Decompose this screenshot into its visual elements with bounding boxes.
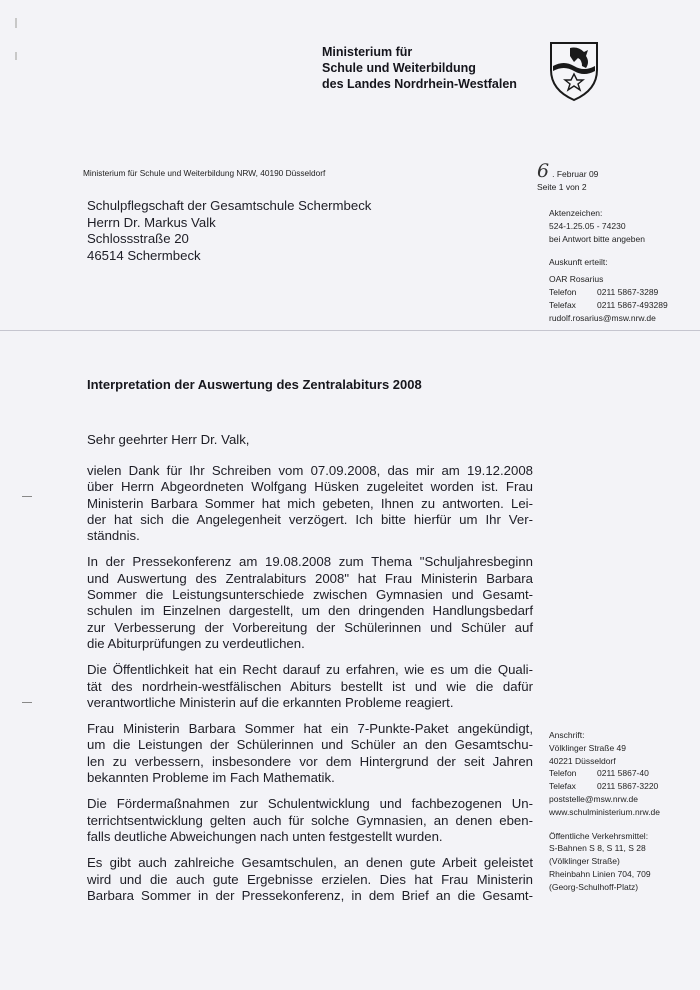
scan-mark — [15, 52, 17, 60]
page-number: Seite 1 von 2 — [537, 182, 587, 192]
reference-value: 524-1.25.05 - 74230 — [549, 220, 626, 231]
nrw-coat-of-arms-icon — [548, 40, 600, 102]
address-street: Völklinger Straße 49 — [549, 742, 627, 753]
handwritten-day: 6 — [537, 160, 550, 182]
body-paragraph — [87, 721, 533, 786]
margin-mark — [22, 496, 32, 497]
body-line: schulen im Einzelnen dargestellt, um den dringenden Handlungsbedarf — [87, 603, 533, 619]
recipient-address — [87, 198, 371, 264]
body-line: Es gibt auch zahlreiche Gesamtschulen, an denen gute Arbeit geleistet — [87, 855, 533, 871]
body-line: bekannten Probleme im Fach Mathematik. — [87, 770, 335, 786]
body-line: die Abiturprüfungen zu verdeutlichen. — [87, 635, 305, 651]
body-line: Die Fördermaßnahmen zur Schulentwicklung und fachbezogenen Un- — [87, 796, 533, 812]
transit-line: (Georg-Schulhoff-Platz) — [549, 881, 639, 892]
body-line: über Herrn Abgeordneten Wolfgang Hüsken zugeleitet worden ist. Frau — [87, 479, 533, 495]
transit-line: Rheinbahn Linien 704, 709 — [549, 868, 651, 879]
body-line: der hat sich die Angelegenheit verzögert. Ich bitte hierfür um Ihr Ver- — [87, 511, 533, 527]
reference-info — [549, 207, 699, 324]
recipient-line: 46514 Schermbeck — [87, 247, 201, 263]
address-fax: Telefax 0211 5867-3220 — [549, 781, 659, 792]
recipient-line: Schlossstraße 20 — [87, 231, 189, 247]
address-city: 40221 Düsseldorf — [549, 755, 616, 766]
body-line: Barbara Sommer in der Pressekonferenz, in dem Brief an die Gesamt- — [87, 887, 533, 903]
address-phone: Telefon 0211 5867-40 — [549, 768, 649, 779]
body-line: zur Verbesserung der Vorbereitung der Schülerinnen und Schüler auf — [87, 619, 533, 635]
reference-note: bei Antwort bitte angeben — [549, 233, 645, 244]
scan-mark — [15, 18, 17, 28]
contact-email: rudolf.rosarius@msw.nrw.de — [549, 312, 656, 323]
letterhead — [322, 44, 517, 92]
fold-line — [0, 330, 700, 331]
body-line: tät des nordrhein-westfälischen Abiturs bestellt ist und wie die dafür — [87, 678, 533, 694]
body-paragraph — [87, 796, 533, 845]
body-paragraph — [87, 855, 533, 904]
body-line: falls deutliche Abweichungen nach unten festgestellt wurden. — [87, 828, 443, 844]
body-line: Frau Ministerin Barbara Sommer hat ein 7-Punkte-Paket angekündigt, — [87, 721, 533, 737]
body-line: Die Öffentlichkeit hat ein Recht darauf zu erfahren, wie es um die Quali- — [87, 662, 533, 678]
transit-label: Öffentliche Verkehrsmittel: — [549, 830, 649, 841]
address-email: poststelle@msw.nrw.de — [549, 793, 638, 804]
date-month-year: . Februar 09 — [552, 169, 599, 179]
body-line: In der Pressekonferenz am 19.08.2008 zum Thema "Schuljahresbeginn — [87, 554, 533, 570]
letterhead-line: Ministerium für — [322, 45, 413, 59]
body-line: ständnis. — [87, 528, 140, 544]
contact-name: OAR Rosarius — [549, 274, 604, 285]
body-line: und Auswertung des Zentralabiturs 2008" hat Frau Ministerin Barbara — [87, 570, 533, 586]
body-line: Ministerin Barbara Sommer hat mich gebeten, Ihnen zu antworten. Lei- — [87, 495, 533, 511]
ministry-address — [549, 729, 699, 894]
contact-label: Auskunft erteilt: — [549, 257, 608, 268]
body-paragraph — [87, 554, 533, 652]
letterhead-line: des Landes Nordrhein-Westfalen — [322, 77, 517, 91]
body-line: len zu verbessern, insbesondere vor dem Hintergrund der seit Jahren — [87, 753, 533, 769]
reference-label: Aktenzeichen: — [549, 208, 603, 218]
recipient-line: Schulpflegschaft der Gesamtschule Schermbeck — [87, 198, 372, 213]
transit-line: (Völklinger Straße) — [549, 856, 620, 867]
body-line: terrichtsentwicklung gelten auch für solche Gymnasien, an denen eben- — [87, 812, 533, 828]
salutation: Sehr geehrter Herr Dr. Valk, — [87, 432, 250, 447]
transit-line: S-Bahnen S 8, S 11, S 28 — [549, 843, 646, 854]
contact-phone: Telefon 0211 5867-3289 — [549, 286, 659, 297]
contact-fax: Telefax 0211 5867-493289 — [549, 299, 668, 310]
body-line: Sommer die Leistungsunterschiede zwischen Gymnasien und Gesamt- — [87, 587, 533, 603]
subject-heading: Interpretation der Auswertung des Zentralabiturs 2008 — [87, 377, 422, 392]
sender-return-address: Ministerium für Schule und Weiterbildung NRW, 40190 Düsseldorf — [83, 168, 326, 178]
body-line: um die Leistungen der Schülerinnen und Schüler an den Gesamtschu- — [87, 737, 533, 753]
letterhead-line: Schule und Weiterbildung — [322, 61, 476, 75]
recipient-line: Herrn Dr. Markus Valk — [87, 214, 216, 230]
address-label: Anschrift: — [549, 730, 585, 740]
body-paragraph — [87, 662, 533, 711]
body-paragraph — [87, 463, 533, 544]
body-line: verantwortliche Ministerin auf die erkannten Probleme reagiert. — [87, 694, 454, 710]
body-line: vielen Dank für Ihr Schreiben vom 07.09.2008, das mir am 19.12.2008 — [87, 463, 533, 478]
margin-mark — [22, 702, 32, 703]
date-block — [537, 160, 599, 194]
body-line: wird und die auch gute Ergebnisse erzielen. Dies hat Frau Ministerin — [87, 871, 533, 887]
letter-body — [87, 463, 533, 914]
address-web: www.schulministerium.nrw.de — [549, 806, 661, 817]
